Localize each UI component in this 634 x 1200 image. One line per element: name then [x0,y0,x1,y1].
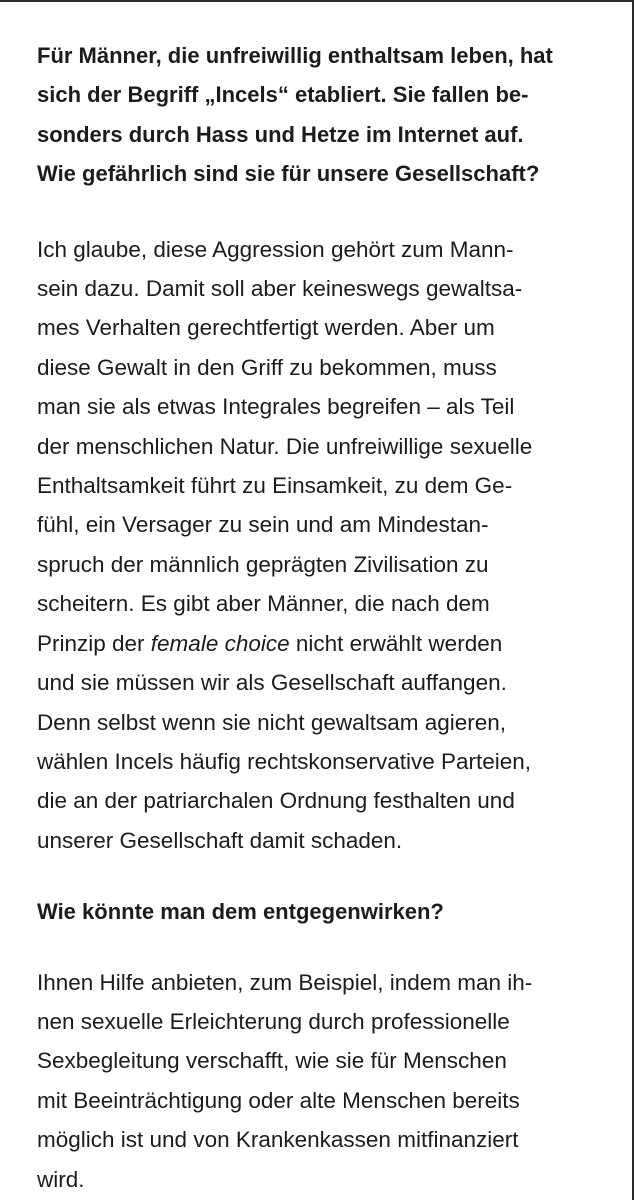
answer-line: und sie müssen wir als Gesellschaft auffangen. [37,670,507,696]
answer-line: mes Verhalten gerechtfertigt werden. Aber um [37,315,495,341]
answer-line: Denn selbst wenn sie nicht gewaltsam agieren, [37,709,507,735]
answer-line: unserer Gesellschaft damit schaden. [37,827,403,853]
italic-term-female-choice: female choice [150,630,290,656]
question-line: Wie gefährlich sind sie für unsere Gesellschaft? [37,161,540,187]
answer-line: Sexbegleitung verschafft, wie sie für Menschen [37,1048,507,1074]
answer-line: Ich glaube, diese Aggression gehört zum Mann- [37,236,514,262]
paragraph-spacer [37,194,617,230]
answer-line: scheitern. Es gibt aber Männer, die nach dem [37,591,490,617]
answer-line: Enthaltsamkeit führt zu Einsamkeit, zu dem Ge- [37,473,513,499]
answer-line: sein dazu. Damit soll aber keineswegs gewaltsa- [37,276,523,302]
question-line: Wie könnte man dem entgegenwirken? [37,899,444,925]
answer-line: wählen Incels häufig rechtskonservative Parteien, [37,748,532,774]
answer-line-with-italic [37,624,617,663]
answer-line: der menschlichen Natur. Die unfreiwillige sexuelle [37,433,533,459]
answer-text: Prinzip der [37,630,151,656]
paragraph-spacer [37,860,617,892]
question-line: sonders durch Hass und Hetze im Internet auf. [37,121,524,147]
answer-line: möglich ist und von Krankenkassen mitfinanziert [37,1127,519,1153]
question-line: Für Männer, die unfreiwillig enthaltsam leben, hat [37,43,553,68]
answer-line: mit Beeinträchtigung oder alte Menschen bereits [37,1087,520,1113]
paragraph-spacer [37,932,617,963]
answer-line: man sie als etwas Integrales begreifen – als Teil [37,394,515,420]
interview-article [37,36,617,1199]
top-edge-border [0,0,634,2]
interview-question-countermeasures [37,892,617,931]
answer-text: nicht erwählt werden [289,630,503,656]
interview-question-incels [37,36,617,194]
answer-line: diese Gewalt in den Griff zu bekommen, muss [37,354,497,380]
answer-line: die an der patriarchalen Ordnung festhalten und [37,788,515,814]
question-line: sich der Begriff „Incels“ etabliert. Sie fallen be- [37,82,529,108]
answer-line: wird. [37,1166,85,1192]
answer-line: nen sexuelle Erleichterung durch professionelle [37,1008,510,1034]
answer-line: spruch der männlich geprägten Zivilisation zu [37,551,489,577]
interview-answer-help [37,963,617,1199]
answer-line: Ihnen Hilfe anbieten, zum Beispiel, indem man ih- [37,969,533,995]
answer-line: fühl, ein Versager zu sein und am Mindestan- [37,512,489,538]
interview-answer-aggression [37,230,617,861]
